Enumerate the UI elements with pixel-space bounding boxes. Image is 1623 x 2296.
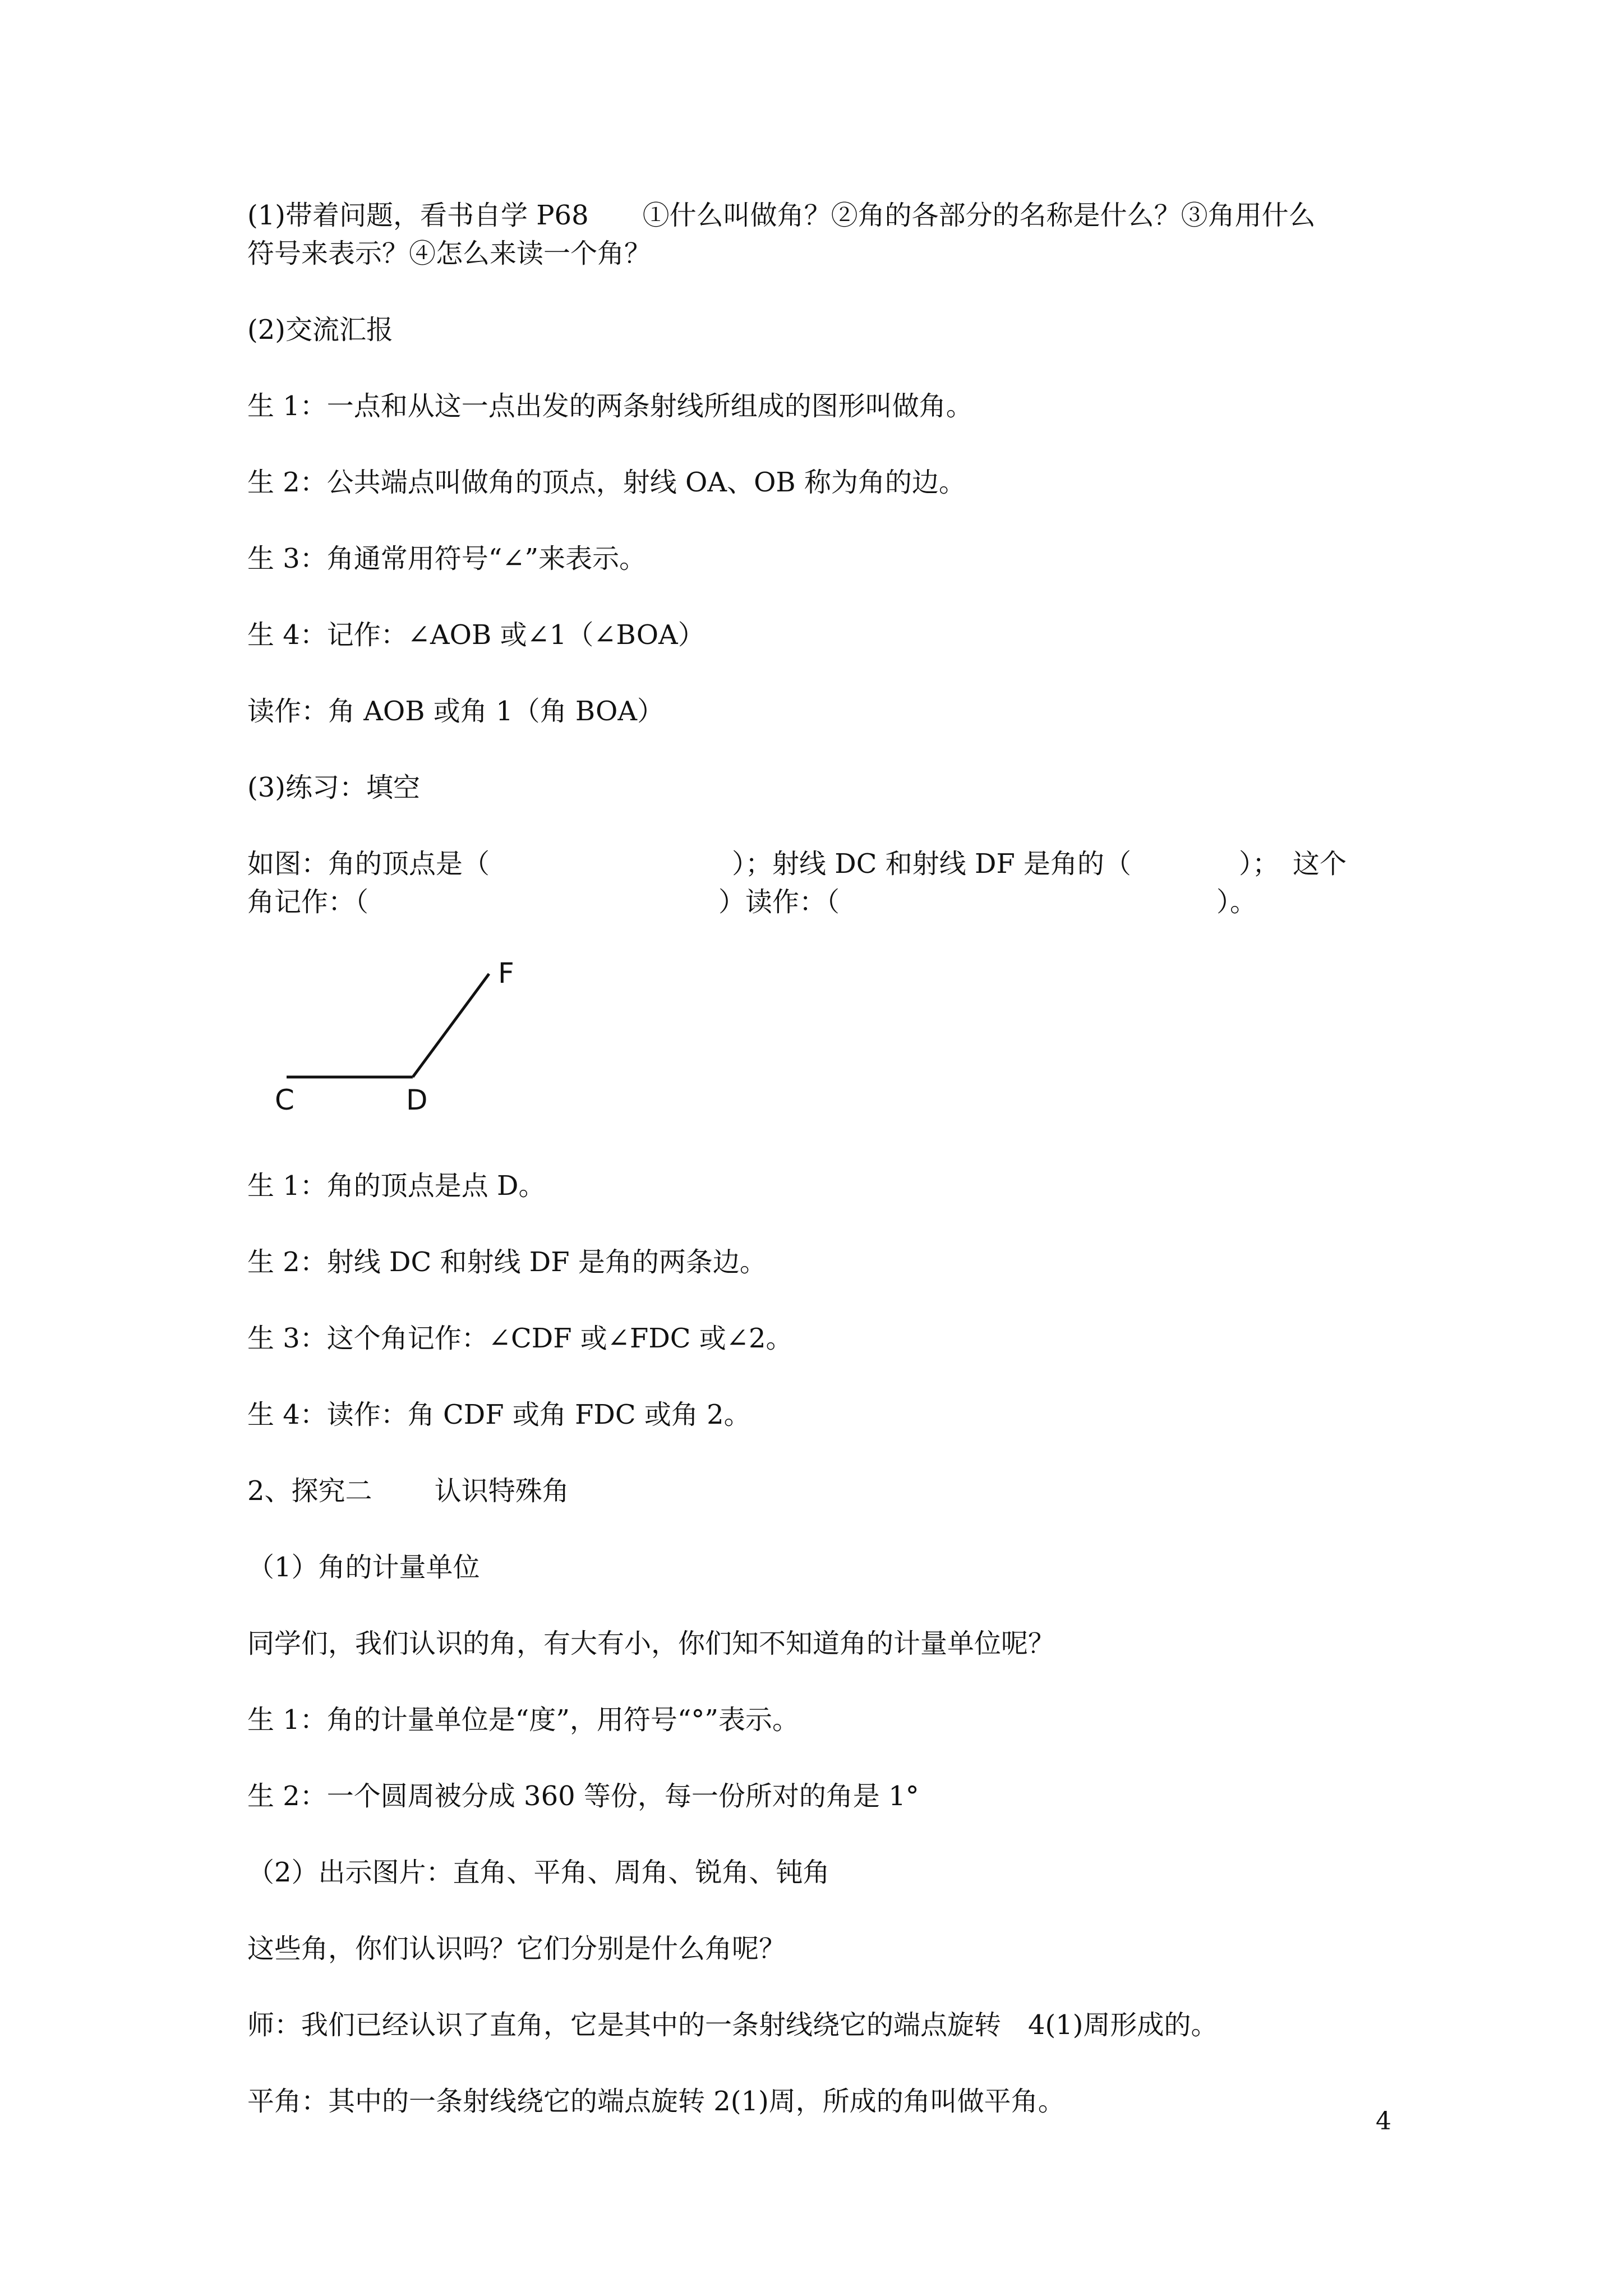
- text-line: 生 4：读作：角 CDF 或角 FDC 或角 2。: [247, 1399, 751, 1430]
- text-line: 生 4：记作：∠AOB 或∠1（∠BOA）: [247, 619, 705, 651]
- text-line: 生 2：射线 DC 和射线 DF 是角的两条边。: [247, 1246, 767, 1278]
- text-line: 生 2：一个圆周被分成 360 等份，每一份所对的角是 1°: [247, 1780, 919, 1812]
- point-d-label: D: [406, 1084, 428, 1116]
- text-line: 生 1：角的顶点是点 D。: [247, 1170, 546, 1202]
- text-line: 生 1：角的计量单位是“度”，用符号“°”表示。: [247, 1704, 799, 1736]
- page-number: 4: [1376, 2107, 1391, 2136]
- text-line: 生 3：角通常用符号“∠”来表示。: [247, 543, 647, 574]
- point-c-label: C: [275, 1084, 294, 1116]
- text-line: (3)练习：填空: [247, 772, 420, 803]
- subsection-heading: （2）出示图片：直角、平角、周角、锐角、钝角: [247, 1857, 830, 1888]
- text-line: 符号来表示？④怎么来读一个角？: [247, 238, 652, 269]
- text-line: 生 2：公共端点叫做角的顶点，射线 OA、OB 称为角的边。: [247, 467, 966, 498]
- text-line: 角记作：（ ）读作：（ ）。: [247, 886, 1257, 918]
- text-line: 生 1：一点和从这一点出发的两条射线所组成的图形叫做角。: [247, 390, 973, 422]
- text-line: 生 3：这个角记作：∠CDF 或∠FDC 或∠2。: [247, 1323, 793, 1354]
- text-line: (2)交流汇报: [247, 314, 393, 346]
- point-f-label: F: [498, 958, 514, 990]
- subsection-heading: （1）角的计量单位: [247, 1552, 480, 1583]
- ray-df: [413, 974, 489, 1077]
- section-heading: 2、探究二 认识特殊角: [247, 1475, 569, 1507]
- text-line: 这些角，你们认识吗？它们分别是什么角呢？: [247, 1933, 786, 1964]
- text-line: 如图：角的顶点是（ ）；射线 DC 和射线 DF 是角的（ ）； 这个: [247, 848, 1347, 880]
- text-line: 读作：角 AOB 或角 1（角 BOA）: [247, 696, 665, 727]
- angle-cdf-figure: [273, 958, 525, 1126]
- text-line: 平角：其中的一条射线绕它的端点旋转 2(1)周，所成的角叫做平角。: [247, 2086, 1065, 2117]
- text-line: 同学们，我们认识的角，有大有小，你们知不知道角的计量单位呢？: [247, 1628, 1055, 1659]
- text-line: 师：我们已经认识了直角，它是其中的一条射线绕它的端点旋转 4(1)周形成的。: [247, 2009, 1218, 2041]
- text-line: (1)带着问题，看书自学 P68 ①什么叫做角？②角的各部分的名称是什么？③角用什么: [247, 200, 1316, 231]
